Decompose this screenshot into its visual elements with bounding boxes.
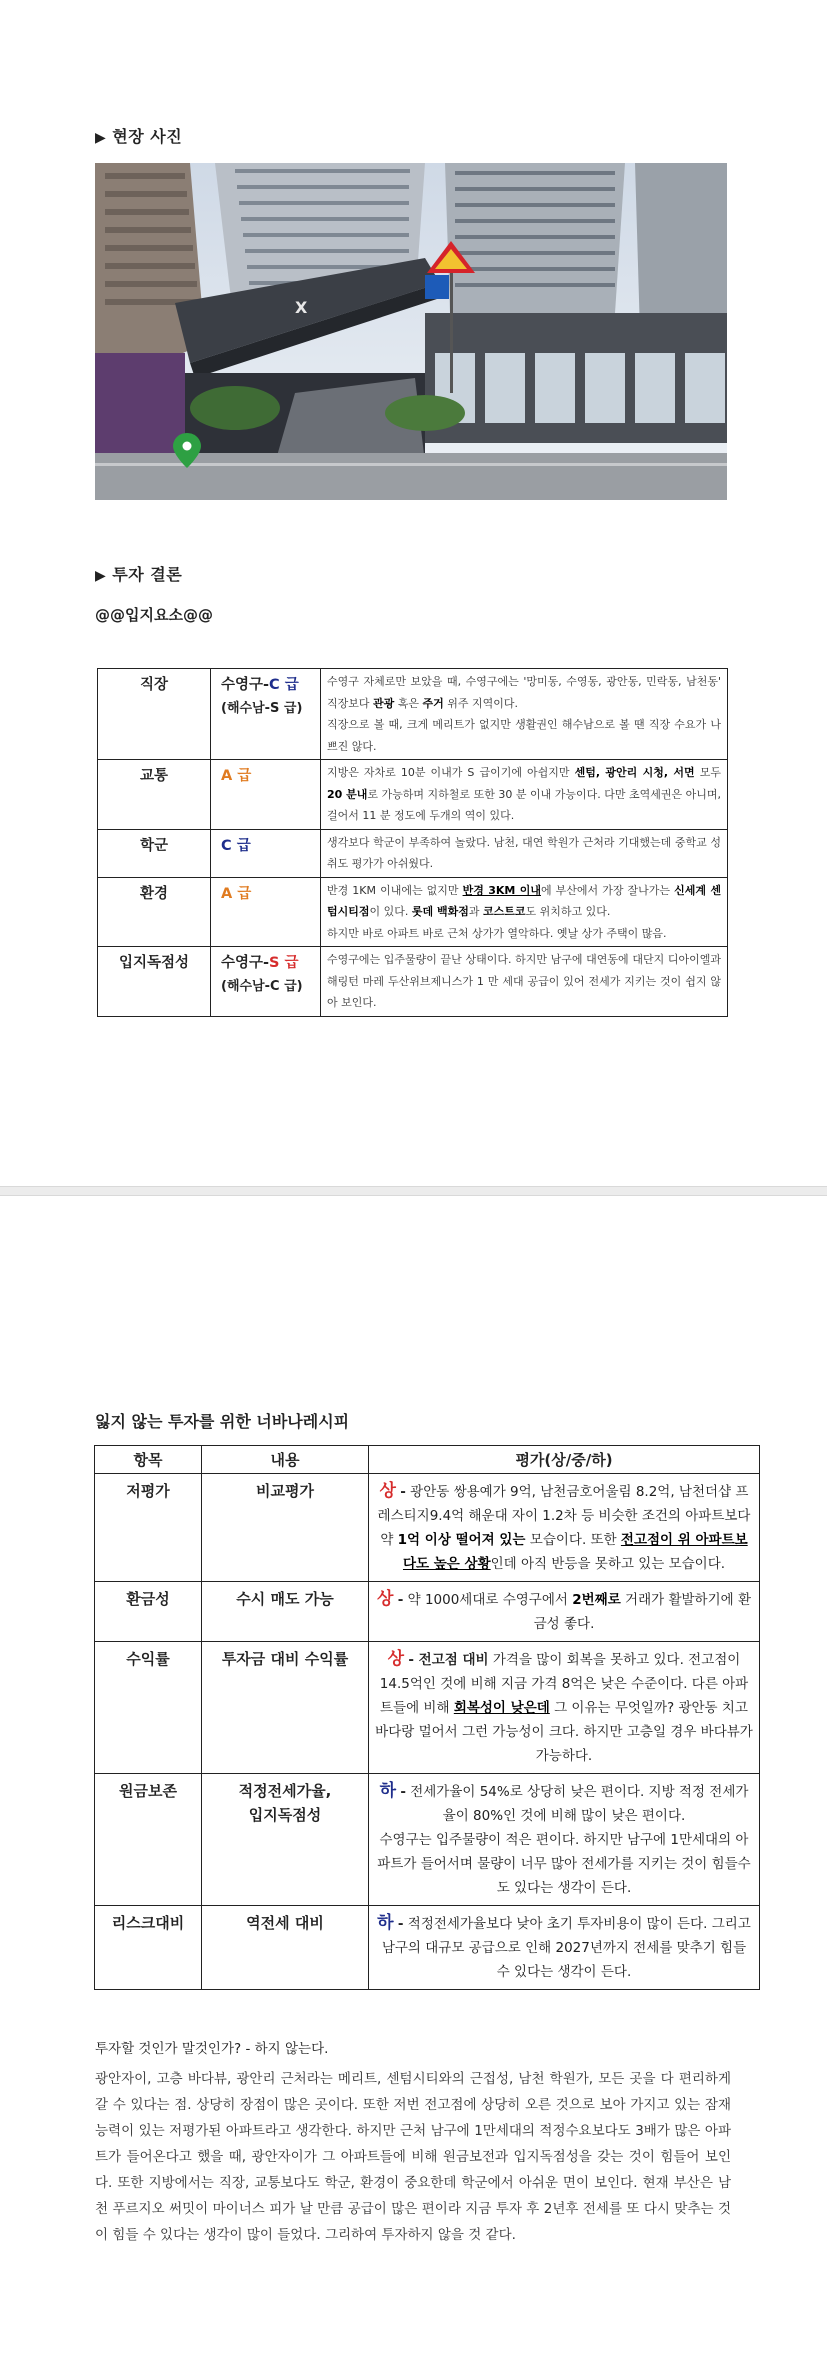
factor-category: 학군	[98, 829, 211, 877]
site-photo	[95, 163, 727, 500]
level-badge: 상	[376, 1589, 394, 1609]
level-badge: 상	[379, 1481, 396, 1501]
factor-grade: A 급	[211, 760, 321, 830]
factor-description: 수영구 자체로만 보았을 때, 수영구에는 '망미동, 수영동, 광안동, 민락동, 남천동' 직장보다 관광 혹은 주거 위주 지역이다. 직장으로 볼 때, 크게 메리트가 없지만 생활권인 해수남으로 볼 땐 직장 수요가 나쁘진 않다.	[321, 669, 728, 760]
factor-category: 직장	[98, 669, 211, 760]
factor-category: 입지독점성	[98, 947, 211, 1017]
recipe-content: 수시 매도 가능	[202, 1582, 369, 1642]
site-photo-heading: ▶ 현장 사진	[95, 127, 183, 146]
invest-question: 투자할 것인가 말것인가? - 하지 않는다.	[95, 2041, 329, 2057]
svg-text:X: X	[295, 298, 308, 317]
location-factor-table	[97, 668, 728, 1017]
triangle-bullet-icon: ▶	[95, 568, 107, 584]
table-row	[95, 1474, 760, 1582]
factor-grade: C 급	[211, 829, 321, 877]
factor-grade: 수영구-S 급 (해수남-C 급)	[211, 947, 321, 1017]
recipe-content: 투자금 대비 수익률	[202, 1642, 369, 1774]
factor-description: 반경 1KM 이내에는 없지만 반경 3KM 이내에 부산에서 가장 잘나가는 신세계 센텀시티점이 있다. 롯데 백화점과 코스트코도 위치하고 있다. 하지만 바로 아파트 바로 근처 상가가 열악하다. 옛날 상가 주택이 많음.	[321, 877, 728, 947]
table-row	[98, 877, 728, 947]
recipe-evaluation: 상 - 약 1000세대로 수영구에서 2번째로 거래가 활발하기에 환금성 좋다.	[369, 1582, 760, 1642]
table-row	[95, 1906, 760, 1990]
recipe-evaluation: 하 - 전세가율이 54%로 상당히 낮은 편이다. 지방 적정 전세가율이 80%인 것에 비해 많이 낮은 편이다. 수영구는 입주물량이 적은 편이다. 하지만 남구에 1만세대의 아파트가 들어서며 물량이 너무 많아 전세가를 지키는 것이 힘들수도 있다는 생각이 든다.	[369, 1774, 760, 1906]
header-evaluation: 평가(상/중/하)	[369, 1446, 760, 1474]
triangle-bullet-icon: ▶	[95, 130, 107, 146]
factor-category: 교통	[98, 760, 211, 830]
level-badge: 상	[387, 1649, 405, 1669]
recipe-table	[94, 1445, 760, 1990]
table-row	[98, 669, 728, 760]
table-row	[95, 1642, 760, 1774]
page-1	[0, 0, 827, 1186]
factor-grade: 수영구-C 급 (해수남-S 급)	[211, 669, 321, 760]
table-row	[98, 829, 728, 877]
page-separator	[0, 1186, 827, 1196]
location-tag: @@입지요소@@	[95, 606, 213, 624]
factor-category: 환경	[98, 877, 211, 947]
recipe-item: 저평가	[95, 1474, 202, 1582]
level-badge: 하	[379, 1781, 397, 1801]
recipe-item: 원금보존	[95, 1774, 202, 1906]
table-row	[95, 1582, 760, 1642]
recipe-evaluation: 상 - 전고점 대비 가격을 많이 회복을 못하고 있다. 전고점이 14.5억인 것에 비해 지금 가격 8억은 낮은 수준이다. 다른 아파트들에 비해 회복성이 낮은데 그 이유는 무엇일까? 광안동 치고 바다랑 멀어서 그런 가능성이 크다. 하지만 고층일 경우 바다뷰가 가능하다.	[369, 1642, 760, 1774]
recipe-item: 수익률	[95, 1642, 202, 1774]
table-row	[98, 947, 728, 1017]
recipe-evaluation: 상 - 광안동 쌍용예가 9억, 남천금호어울림 8.2억, 남천더샵 프레스티지9.4억 해운대 자이 1.2차 등 비슷한 조건의 아파트보다 약 1억 이상 떨어져 있는 모습이다. 또한 전고점이 위 아파트보다도 높은 상황인데 아직 반등을 못하고 있는 모습이다.	[369, 1474, 760, 1582]
conclusion-heading: ▶ 투자 결론	[95, 565, 183, 584]
header-item: 항목	[95, 1446, 202, 1474]
level-badge: 하	[377, 1913, 394, 1933]
recipe-item: 리스크대비	[95, 1906, 202, 1990]
recipe-content: 적정전세가율, 입지독점성	[202, 1774, 369, 1906]
recipe-content: 역전세 대비	[202, 1906, 369, 1990]
factor-description: 지방은 자차로 10분 이내가 S 급이기에 아쉽지만 센텀, 광안리 시청, 서면 모두 20 분내로 가능하며 지하철로 또한 30 분 이내 가능이다. 다만 초역세권은 아니며, 걸어서 11 분 정도에 두개의 역이 있다.	[321, 760, 728, 830]
factor-grade: A 급	[211, 877, 321, 947]
factor-description: 수영구에는 입주물량이 끝난 상태이다. 하지만 남구에 대연동에 대단지 디아이엘과 해링턴 마레 두산위브제니스가 1 만 세대 공급이 있어 전세가 지키는 것이 쉽지 않아 보인다.	[321, 947, 728, 1017]
table-row	[98, 760, 728, 830]
recipe-content: 비교평가	[202, 1474, 369, 1582]
header-content: 내용	[202, 1446, 369, 1474]
factor-description: 생각보다 학군이 부족하여 놀랐다. 남천, 대연 학원가 근처라 기대했는데 중학교 성취도 평가가 아쉬웠다.	[321, 829, 728, 877]
table-header-row	[95, 1446, 760, 1474]
recipe-evaluation: 하 - 적정전세가율보다 낮아 초기 투자비용이 많이 든다. 그리고 남구의 대규모 공급으로 인해 2027년까지 전세를 맞추기 힘들 수 있다는 생각이 든다.	[369, 1906, 760, 1990]
table-row	[95, 1774, 760, 1906]
recipe-title: 잃지 않는 투자를 위한 너바나레시피	[95, 1412, 350, 1431]
conclusion-paragraph: 광안자이, 고층 바다뷰, 광안리 근처라는 메리트, 센텀시티와의 근접성, 남천 학원가, 모든 곳을 다 편리하게 갈 수 있다는 점. 상당히 장점이 많은 곳이다. 또한 저번 전고점에 상당히 오른 것으로 보아 가지고 있는 잠재능력이 있는 저평가된 아파트라고 생각한다. 하지만 근처 남구에 1만세대의 적정수요보다도 3배가 많은 아파트가 들어온다고 했을 때, 광안자이가 그 아파트들에 비해 원금보전과 입지독점성을 갖는 것이 힘들어 보인다. 또한 지방에서는 직장, 교통보다도 학군, 환경이 중요한데 학군에서 아쉬운 면이 보인다. 현재 부산은 남천 푸르지오 써밋이 마이너스 피가 날 만큼 공급이 많은 편이라 지금 투자 후 2년후 전세를 또 다시 맞추는 것이 힘들 수 있다는 생각이 많이 들었다. 그리하여 투자하지 않을 것 같다.	[95, 2071, 731, 2243]
recipe-item: 환금성	[95, 1582, 202, 1642]
